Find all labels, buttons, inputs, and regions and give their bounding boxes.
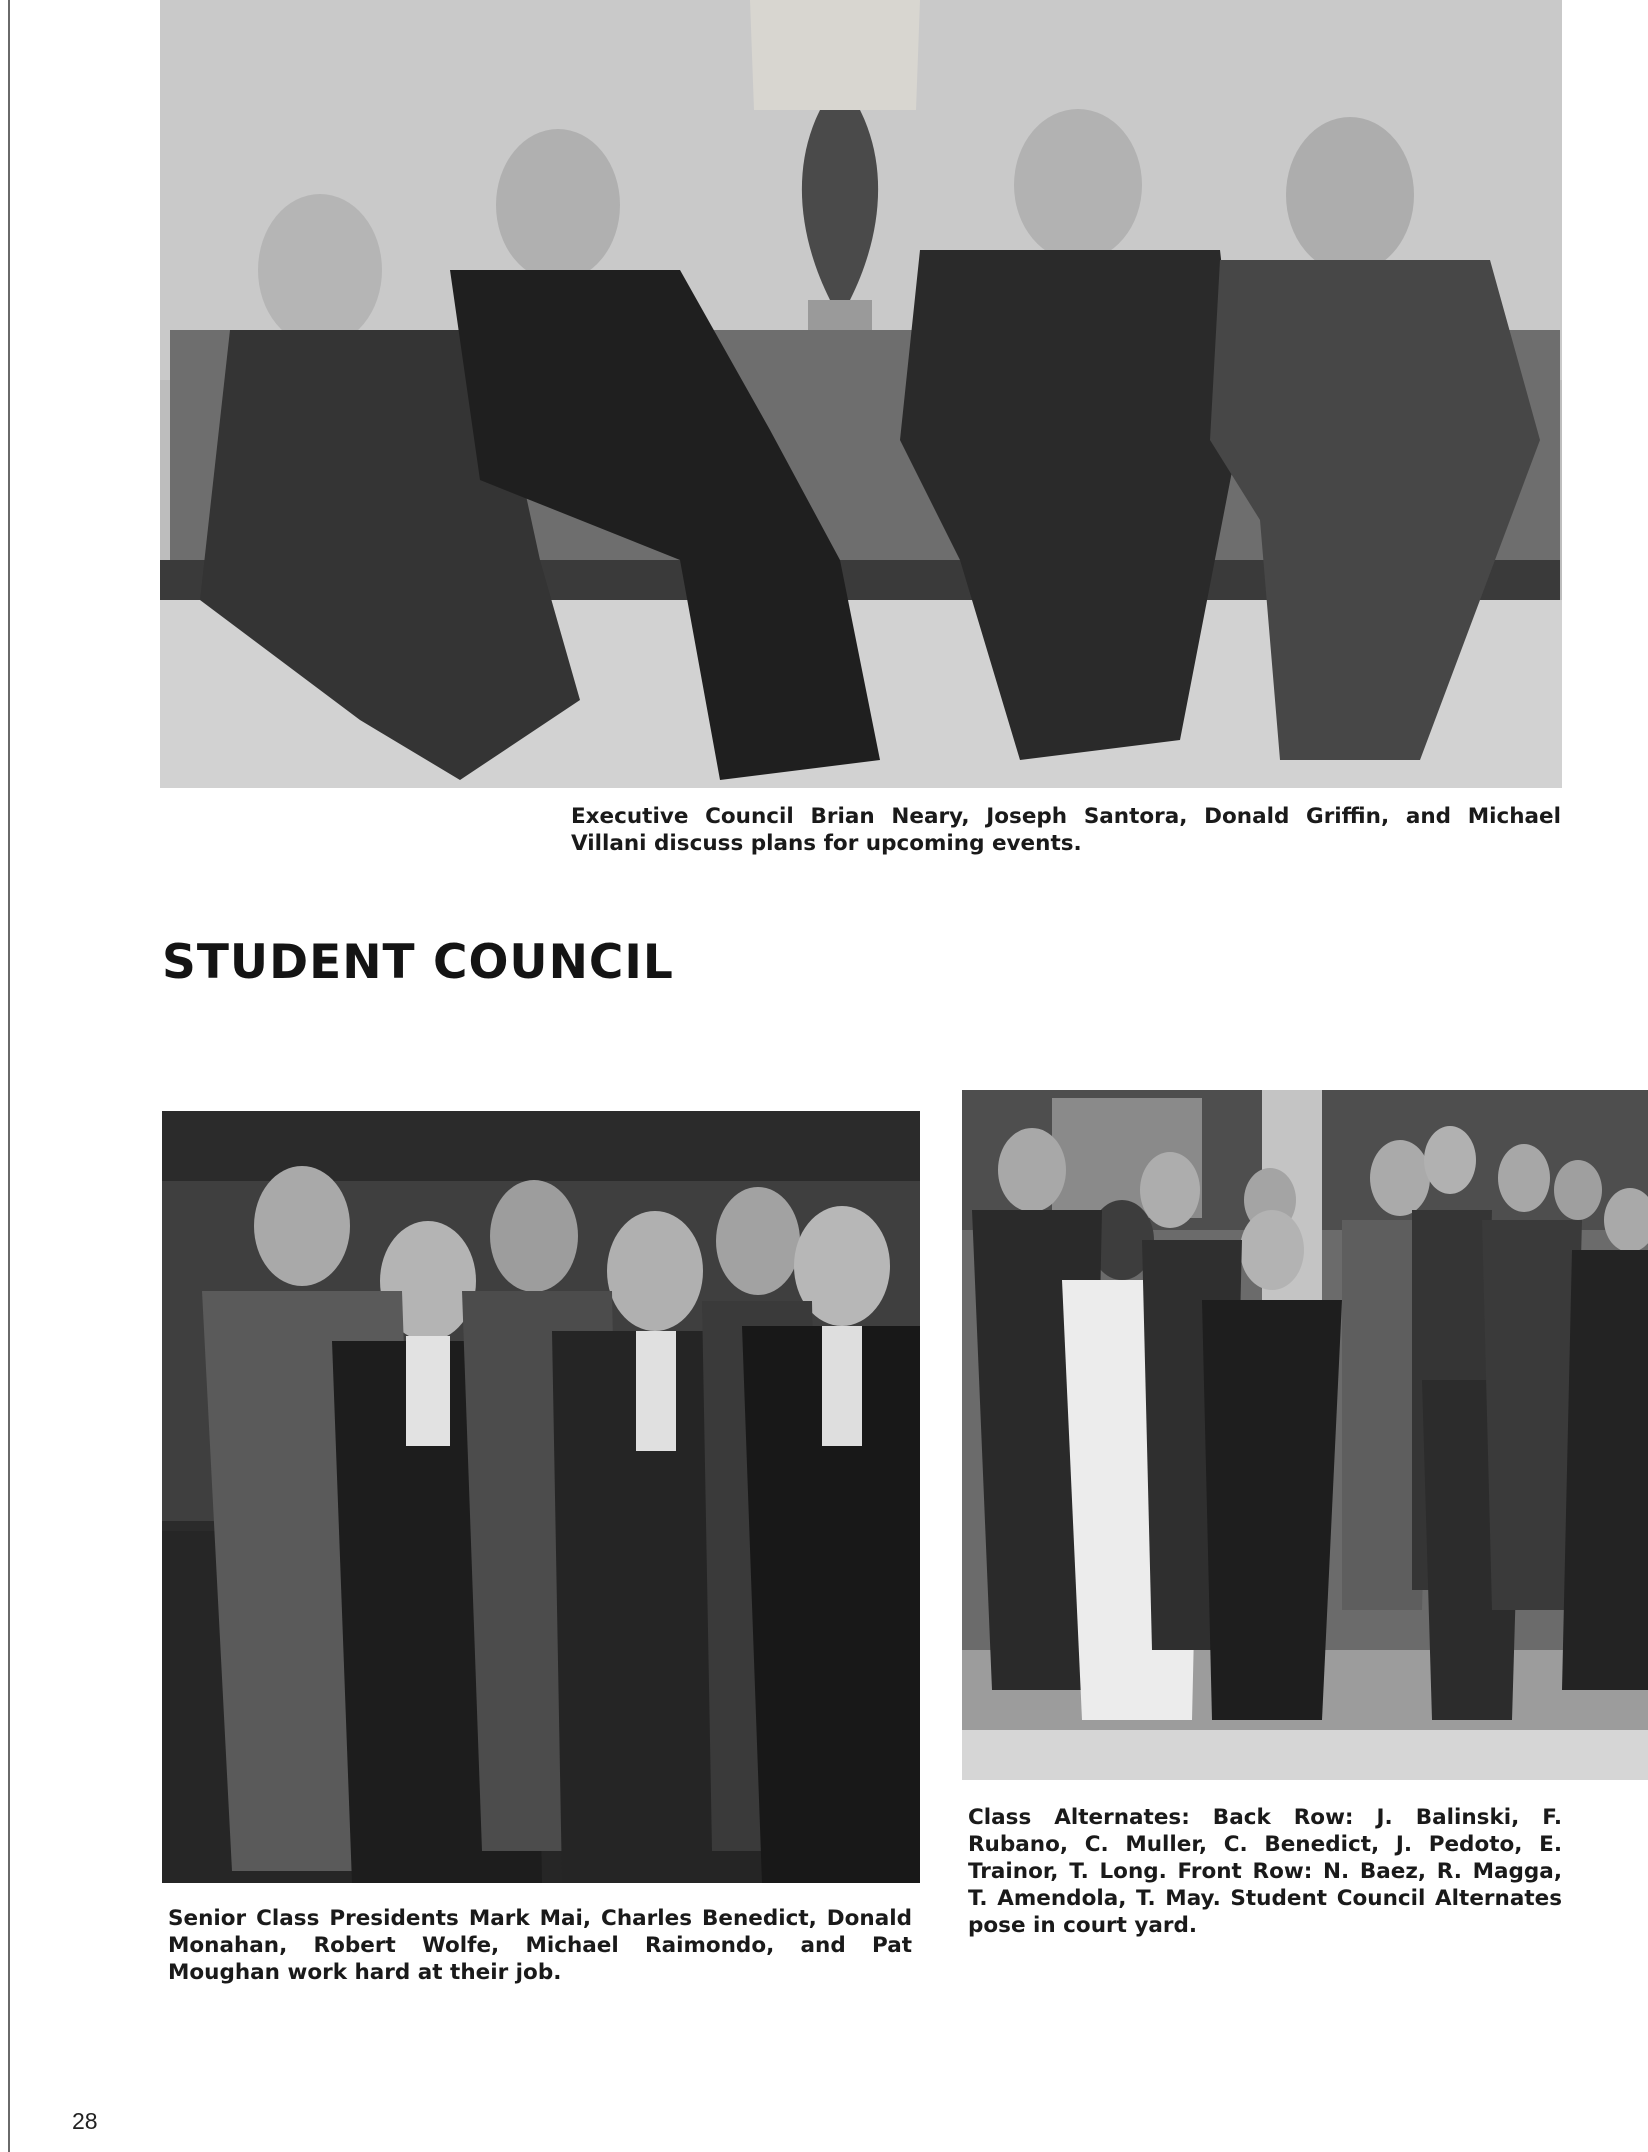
executive-council-caption: Executive Council Brian Neary, Joseph Santora, Donald Griffin, and Michael Villani discuss plans for upcoming events.	[571, 804, 1561, 856]
class-alternates-photo-art	[962, 1090, 1648, 1780]
senior-class-presidents-photo-art	[162, 1111, 920, 1883]
executive-council-photo	[160, 0, 1562, 788]
class-alternates-caption: Class Alternates: Back Row: J. Balinski, F. Rubano, C. Muller, C. Benedict, J. Pedoto, E. Trainor, T. Long. Front Row: N. Baez, R. Magga, T. Amendola, T. May. Student Council Alternates pose in court yard.	[968, 1805, 1562, 1938]
executive-council-photo-art	[160, 0, 1562, 788]
section-title: STUDENT COUNCIL	[162, 935, 674, 990]
page-number: 28	[72, 2108, 98, 2134]
class-alternates-photo	[962, 1090, 1648, 1780]
senior-class-presidents-photo	[162, 1111, 920, 1883]
page-binding-rule	[8, 0, 10, 2152]
senior-class-presidents-caption: Senior Class Presidents Mark Mai, Charles Benedict, Donald Monahan, Robert Wolfe, Michael Raimondo, and Pat Moughan work hard at their job.	[168, 1906, 912, 1985]
